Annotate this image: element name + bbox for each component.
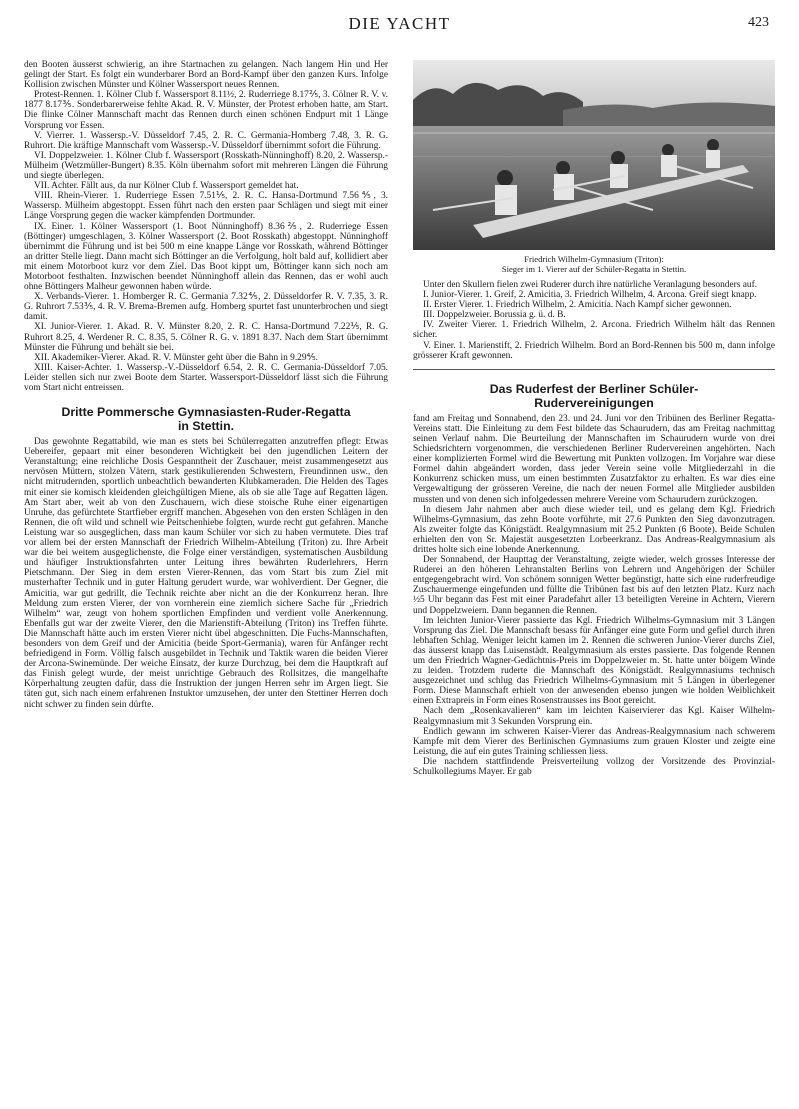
paragraph: XI. Junior-Vierer. 1. Akad. R. V. Münster 8.20, 2. R. C. Hansa-Dortmund 7.22⅕, R. G. Ruhrort 8.25, 4. Werdener R. C. 8.35, 5. Cölner R. G. v. 1891 8.37. Nach dem Start übernimmt Münster die Führung und behält sie bei. bbox=[24, 322, 388, 353]
photo-caption bbox=[413, 254, 775, 274]
paragraph: V. Vierrer. 1. Wassersp.-V. Düsseldorf 7.45, 2. R. C. Germania-Homberg 7.48, 3. R. G. Ruhrort. Die kräftige Mannschaft vom Wassersp.-V. Düsseldorf übernimmt sofort die Führung. bbox=[24, 130, 388, 151]
right-column bbox=[413, 60, 775, 777]
section-divider bbox=[413, 369, 775, 370]
paragraph: IV. Zweiter Vierer. 1. Friedrich Wilhelm, 2. Arcona. Friedrich Wilhelm hält das Rennen sicher. bbox=[413, 320, 775, 341]
rowing-crew-photo bbox=[413, 60, 775, 250]
left-column bbox=[24, 60, 388, 710]
paragraph: VI. Doppelzweier. 1. Kölner Club f. Wassersport (Rosskath-Nünninghoff) 8.20, 2. Wassersp.-Mülheim (Wetzmüller-Bungert) 8.35. Köln übernahm sofort mit mehreren Längen die Führung und siegte überlegen. bbox=[24, 150, 388, 182]
paragraph: V. Einer. 1. Marienstift, 2. Friedrich Wilhelm. Bord an Bord-Rennen bis 500 m, dann infolge grösserer Kraft gewonnen. bbox=[413, 340, 775, 361]
article-title-line: Rudervereinigungen bbox=[534, 395, 654, 410]
article-title-line: Das Ruderfest der Berliner Schüler- bbox=[489, 381, 699, 396]
paragraph: Der Sonnabend, der Haupttag der Veranstaltung, zeigte wieder, welch grosses Interesse der Ruderei an den höheren Lehranstalten Berlins von Lehrern und Angehörigen der Schüler entgegengebracht wird. Von schönem sonnigen Wetter begünstigt, hatte sich eine ruderfreudige Zuschauermenge eingefunden und füllte die Tribünen fast bis auf den letzten Platz. Kurz nach ½5 Uhr begann das Fest mit einer Paradefahrt aller 13 beteiligten Vereine in Achtern, Vierern und Doppelzweiern. Dann begannen die Rennen. bbox=[413, 555, 775, 616]
photo-illustration bbox=[413, 60, 775, 250]
paragraph: In diesem Jahr nahmen aber auch diese wieder teil, und es gelang dem Kgl. Friedrich Wilhelms-Gymnasium, das zehn Boote vorführte, mit 27.6 Punkten den Sieg davonzutragen. Als zweiter folgte das Königstädt. Realgymnasium mit 25.2 Punkten (6 Boote). Beide Schulen erhielten den von Sr. Majestät ausgesetzten Lorbeerkranz. Das Andreas-Realgymnasium als drittes holte sich eine lobende Anerkennung. bbox=[413, 504, 775, 555]
article-title-line: in Stettin. bbox=[177, 419, 234, 434]
article-title-stettin bbox=[24, 405, 388, 433]
paragraph: Unter den Skullern fielen zwei Ruderer durch ihre natürliche Veranlagung besonders auf. bbox=[423, 280, 758, 290]
running-title: DIE YACHT bbox=[348, 14, 451, 33]
paragraph: fand am Freitag und Sonnabend, den 23. und 24. Juni vor den Tribünen des Berliner Regatta-Vereins statt. Die Einleitung zu dem Fest bildete das Schaurudern, das am Freitag nachmittag seinen Verlauf nahm. Die Beurteilung der Mannschaften im Schaurudern wurde von drei Schiedsrichtern vorgenommen, die verschiedenen Berliner Rudervereinen angehörten. Nach einer komplizierten Formel wird die Bewertung mit Punkten vollzogen. Im Vorjahre war diese Formel dahin abgeändert worden, dass jeder Verein seine volle Mitgliederzahl in die Konkurrenz schicken muss, um einen bestimmten Zusatzfaktor zu erhalten. Es war dies eine Vergewaltigung der grösseren Vereine, die nach der neuen Formel alle Mitglieder ausbilden mussten und von denen sich infolgedessen mehrere Vereine vom Schaurudern zurückzogen. bbox=[413, 413, 775, 505]
paragraph: II. Erster Vierer. 1. Friedrich Wilhelm, 2. Amicitia. Nach Kampf sicher gewonnen. bbox=[423, 300, 732, 311]
page-number: 423 bbox=[748, 15, 769, 30]
paragraph: Endlich gewann im schweren Kaiser-Vierer das Andreas-Realgymnasium nach schwerem Kampfe mit dem Vierer des Berlinischen Gymnasiums zum grauen Kloster und zeigte eine Leistung, die auf ein gutes Training schliessen liess. bbox=[413, 726, 775, 757]
paragraph: Nach dem „Rosenkavalieren“ kam im leichten Kaiservierer das Kgl. Kaiser Wilhelm-Realgymnasium mit 3 Sekunden Vorsprung ein. bbox=[413, 706, 775, 727]
paragraph: den Booten äusserst schwierig, an ihre Startnachen zu gelangen. Nach langem Hin und Her gelingt der Start. Es folgt ein wunderbarer Bord an Bord-Kampf über den ganzen Kurs. Infolge Kollision zwischen Münster und Kölner Wassersport neues Rennen. bbox=[24, 60, 388, 91]
paragraph: Die nachdem stattfindende Preisverteilung vollzog der Vorsitzende des Provinzial-Schulkollegiums Mayer. Er gab bbox=[413, 756, 775, 778]
article-title-berlin bbox=[413, 382, 775, 410]
paragraph: VIII. Rhein-Vierer. 1. Ruderriege Essen 7.51⅕, 2. R. C. Hansa-Dortmund 7.56⅘, 3. Wassersp. Mülheim abgestoppt. Essen führt nach den ersten paar Schlägen und siegt mit einer Länge Vorsprung gegen die wacker kämpfenden Dortmunder. bbox=[24, 191, 388, 222]
paragraph: III. Doppelzweier. Borussia g. ü. d. B. bbox=[423, 310, 566, 321]
paragraph: VII. Achter. Fällt aus, da nur Kölner Club f. Wassersport gemeldet hat. bbox=[34, 181, 299, 192]
paragraph: Protest-Rennen. 1. Kölner Club f. Wassersport 8.11½, 2. Ruderriege 8.17⅖, 3. Cölner R. V. v. 1877 8.17⅗. Sonderbarerweise fehlte Akad. R. V. Münster, der Protest erhoben hatte, am Start. Die flinke Cölner Mannschaft macht das Rennen durch einen schönen Endpurt mit 1 Länge Vorsprung vor Essen. bbox=[24, 90, 388, 131]
paragraph: Das gewohnte Regattabild, wie man es stets bei Schülerregatten anzutreffen pflegt: Etwas Uebereifer, gepaart mit einer besonderen Wichtigkeit bei den jugendlichen Leitern der Veranstaltung; eine reichliche Dosis Gespanntheit der Zuschauer, meist zusammengesetzt aus nervösen Müttern, stolzen Vätern, stark gestikulierenden Schwestern, Freundinnen usw., den nicht mitrudernden, sportlich unbeachtlich bewanderten Klubkameraden. Die Helden des Tages mit einer sie komisch kleidenden gleichgültigen Miene, als ob sie alle Tage auf Regatten lägen. Am Start aber, weit ab von den Zuschauern, wich diese stoische Ruhe einer eigenartigen Unruhe, das gefürchtete Startfieber ergriff manchen. Abgesehen von den ersten Schlägen in den Rennen, die oft wild und schnell wie Peitschenhiebe folgten, wurde recht gut gefahren. Manche Leistung war so ausgeglichen, dass man kaum Schüler vor sich zu haben vermutete. Dies traf vor allem bei der ersten Mannschaft der Friedrich Wilhelm-Abteilung (Triton) zu. Ihre Arbeit war die bei weitem ausgeglichenste, die Folge einer verständigen, systematischen Ausbildung und häufiger Instruktionsfahrten unter Leitung ihres bewährten Ruderlehrers, Herrn Pietschmann. Der Sieg in dem ersten Vierer-Rennen, das vom Start bis zum Ziel mit musterhafter Technik und in guter Haltung gerudert wurde, war wohlverdient. Der Gegner, die Amicitia, war gut gedrillt, die Technik reichte aber nicht an die der Konkurrenz heran. Ihre Meldung zum ersten Vierer, der von vornherein eine ziemlich sichere Sache für „Friedrich Wilhelm“ war, zeugt von hohem sportlichen Empfinden und verdient volle Anerkennung. Ebenfalls gut war der zweite Vierer, den die Marienstift-Abteilung (Triton) ins Treffen führte. Die Mannschaft hätte auch im ersten Vierer nicht übel abgeschnitten. Die Fuchs-Mannschaften, besonders von dem Greif und der Amicitia (beide Sport-Germania), waren für Anfänger recht befriedigend in Form. Völlig falsch ausgebildet in Technik und Taktik waren die beiden Vierer der Arcona-Swinemünde. Der weiche Einsatz, der kurze Durchzug, bei dem die Hauptkraft auf das Finish gelegt wurde, der meist unrichtige Gebrauch des Rollsitzes, die mangelhafte Körperhaltung zeugten dafür, dass die Instruktion der jungen Herren sehr im Argen liegt. Sie täten gut, sich nach einem erfahrenen Instuktor umzusehen, der unter den Stettiner Herren doch nicht schwer zu finden sein dürfte. bbox=[24, 437, 388, 710]
paragraph: XIII. Kaiser-Achter. 1. Wassersp.-V.-Düsseldorf 6.54, 2. R. C. Germania-Düsseldorf 7.05. Leider stellen sich nur zwei Boote dem Starter. Wassersport-Düsseldorf lässt sich die Führung vom Start nicht entreissen. bbox=[24, 362, 388, 393]
paragraph: Im leichten Junior-Vierer passierte das Kgl. Friedrich Wilhelms-Gymnasium mit 3 Längen Vorsprung das Ziel. Die Mannschaft besass für Anfänger eine gute Form und gefiel durch ihren lebhaften Schlag. Weniger leicht kamen im 2. Rennen die schweren Junior-Vierer durchs Ziel, das äusserst knapp das Luisenstädt. Realgymnasium als erstes passierte. Das folgende Rennen um den Friedrich Wagner-Gedächtnis-Preis im Doppelzweier m. St. hatte unter böigem Winde zu leiden. Trotzdem ruderte die Mannschaft des Königstädt. Realgymnasiums technisch ausgezeichnet und schlug das Friedrich Wilhelms-Gymnasium mit 5 Längen in überlegener Form. Diese Mannschaft erhielt von der anwesenden ebenso jungen wie holden Weiblichkeit einen Extrapreis in Form eines Rosenstrausses ins Boot gereicht. bbox=[413, 615, 775, 707]
paragraph: XII. Akademiker-Vierer. Akad. R. V. Münster geht über die Bahn in 9.29⅘. bbox=[34, 352, 318, 363]
caption-line: Sieger im 1. Vierer auf der Schüler-Regatta in Stettin. bbox=[501, 264, 687, 274]
paragraph: IX. Einer. 1. Kölner Wassersport (1. Boot Nünninghoff) 8.36⅖, 2. Ruderriege Essen (Böttinger) umgeschlagen, 3. Kölner Wassersport (2. Boot Rosskath) abgestoppt. Nünninghoff übernimmt die Führung und ist bei 500 m eine knappe Länge vor Rosskath, während Böttinger an dritter Stelle liegt. Dann macht sich Böttinger an die Verfolgung, holt bald auf, kollidiert aber mit einem Motorboot kurz vor dem Ziel. Das Boot kippt um, Böttinger kann sich noch am Motorboot festhalten. Inzwischen beendet Nünninghoff allein das Rennen, das er wohl auch ohne Böttingers Malheur gewonnen haben würde. bbox=[24, 221, 388, 293]
paragraph: X. Verbands-Vierer. 1. Homberger R. C. Germania 7.32⅘, 2. Düsseldorfer R. V. 7.35, 3. R. G. Ruhrort 7.53⅗, 4. R. V. Brema-Bremen aufg. Homberg spurtet fast ununterbrochen und siegt damit. bbox=[24, 292, 388, 323]
page-header bbox=[0, 0, 799, 40]
paragraph: I. Junior-Vierer. 1. Greif, 2. Amicitia, 3. Friedrich Wilhelm, 4. Arcona. Greif siegt knapp. bbox=[423, 290, 757, 301]
caption-line: Friedrich Wilhelm-Gymnasium (Triton): bbox=[524, 254, 664, 264]
article-title-line: Dritte Pommersche Gymnasiasten-Ruder-Regatta bbox=[61, 405, 351, 420]
